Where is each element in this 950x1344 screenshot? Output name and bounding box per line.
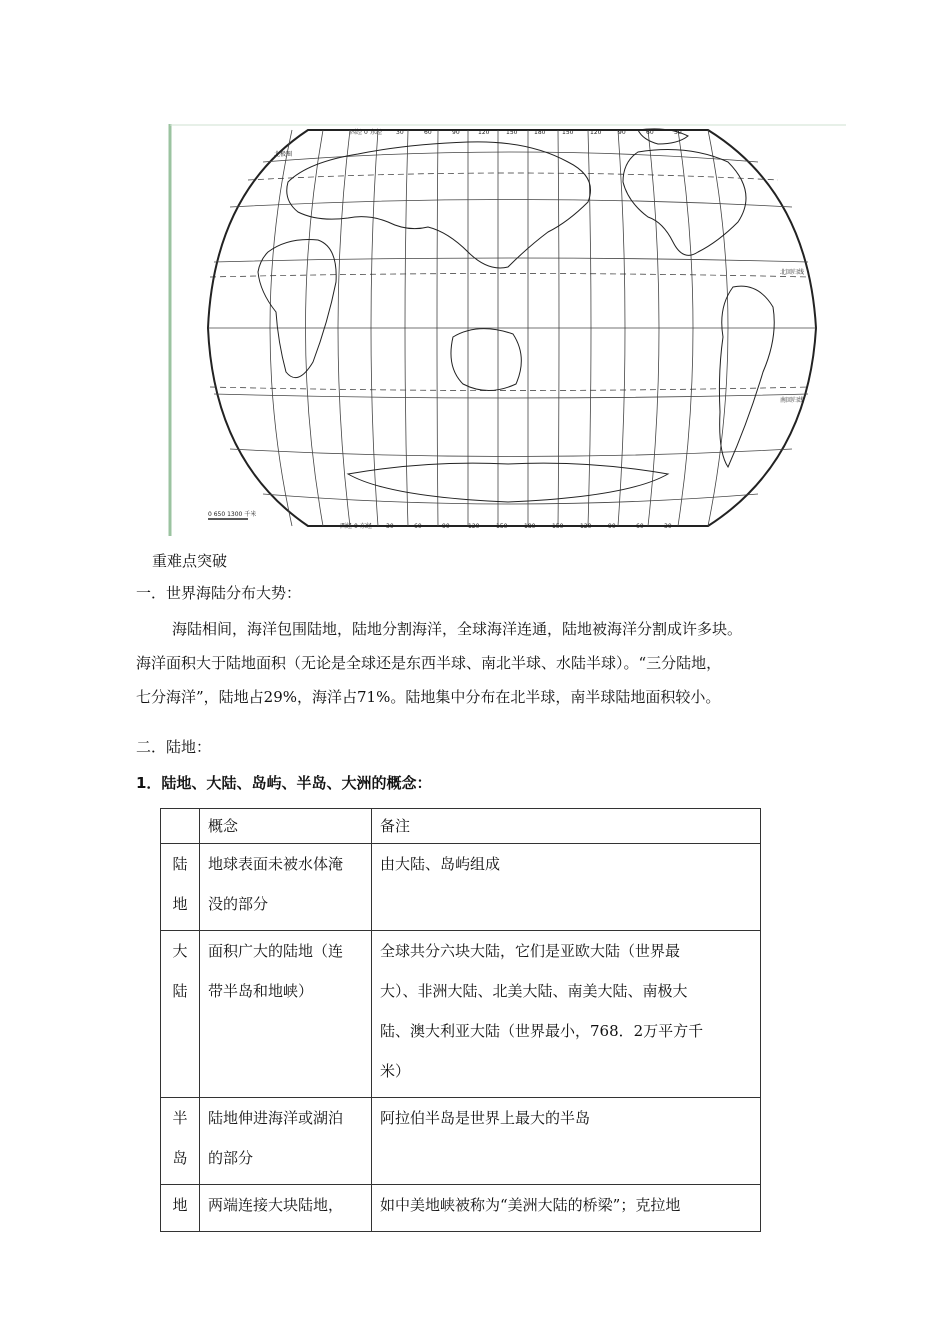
paragraph-line: 七分海洋”，陆地占29%，海洋占71%。陆地集中分布在北半球，南半球陆地面积较小。 bbox=[136, 688, 721, 706]
definition-line: 面积广大的陆地（连 bbox=[208, 942, 344, 960]
table-header-cell: 备注 bbox=[372, 809, 761, 844]
map-bottom-label: 60 bbox=[636, 523, 644, 530]
map-bottom-label: 150 bbox=[496, 523, 508, 530]
definition-line: 地球表面未被水体淹 bbox=[208, 855, 344, 873]
term-char: 陆 bbox=[172, 982, 188, 1000]
term-cell bbox=[161, 931, 200, 1098]
map-top-label: 90 bbox=[452, 129, 460, 136]
map-top-label: 60 bbox=[424, 129, 432, 136]
world-map-svg bbox=[168, 122, 848, 538]
note-line: 阿拉伯半岛是世界上最大的半岛 bbox=[380, 1109, 591, 1127]
term-cell bbox=[161, 1098, 200, 1185]
definition-cell bbox=[200, 844, 372, 931]
note-line: 全球共分六块大陆，它们是亚欧大陆（世界最 bbox=[380, 942, 681, 960]
note-line: 由大陆、岛屿组成 bbox=[380, 855, 501, 873]
term-char: 地 bbox=[172, 895, 188, 913]
map-top-label: 60 bbox=[646, 129, 654, 136]
term-char: 大 bbox=[172, 942, 188, 960]
map-bottom-label: 150 bbox=[552, 523, 564, 530]
map-bottom-label: 0 bbox=[354, 523, 358, 530]
map-bottom-label: 30 bbox=[386, 523, 394, 530]
definition-cell bbox=[200, 1098, 372, 1185]
map-bottom-label: 90 bbox=[608, 523, 616, 530]
table-header-cell bbox=[161, 809, 200, 844]
map-top-label: 90 bbox=[618, 129, 626, 136]
map-top-label: 150 bbox=[506, 129, 518, 136]
table-row bbox=[161, 1098, 761, 1185]
map-bottom-label: 60 bbox=[414, 523, 422, 530]
world-map bbox=[168, 122, 848, 538]
map-top-label: 30 bbox=[396, 129, 404, 136]
map-top-label: 0 bbox=[364, 129, 368, 136]
note-cell bbox=[372, 844, 761, 931]
term-char: 陆 bbox=[172, 855, 188, 873]
note-line: 陆、澳大利亚大陆（世界最小，768．2万平方千 bbox=[380, 1022, 704, 1040]
table-header-row bbox=[161, 809, 761, 844]
definition-line: 陆地伸进海洋或湖泊 bbox=[208, 1109, 344, 1127]
map-bottom-label: 180 bbox=[524, 523, 536, 530]
term-cell bbox=[161, 1185, 200, 1232]
note-line: 大）、非洲大陆、北美大陆、南美大陆、南极大 bbox=[380, 982, 688, 1000]
note-cell bbox=[372, 1185, 761, 1232]
note-cell bbox=[372, 931, 761, 1098]
section-heading-1: 一．世界海陆分布大势： bbox=[136, 584, 302, 602]
map-top-label: 30 bbox=[674, 129, 682, 136]
map-top-label: 180 bbox=[534, 129, 546, 136]
note-line: 米） bbox=[380, 1062, 411, 1080]
map-top-label: 150 bbox=[562, 129, 574, 136]
definition-line: 的部分 bbox=[208, 1149, 254, 1167]
tropic-cancer-label: 北回归线 bbox=[780, 269, 805, 276]
definition-cell bbox=[200, 931, 372, 1098]
definition-line: 没的部分 bbox=[208, 895, 269, 913]
term-char: 半 bbox=[172, 1109, 188, 1127]
map-bottom-label: 90 bbox=[442, 523, 450, 530]
definition-line: 带半岛和地峡） bbox=[208, 982, 314, 1000]
subsection-heading: 1．陆地、大陆、岛屿、半岛、大洲的概念： bbox=[136, 774, 432, 792]
paragraph-line: 海陆相间，海洋包围陆地，陆地分割海洋，全球海洋连通，陆地被海洋分割成许多块。 bbox=[172, 620, 743, 638]
section-heading-2: 二．陆地： bbox=[136, 738, 212, 756]
scale-label: 0 650 1300 千米 bbox=[208, 511, 257, 518]
tropic-capricorn-label: 南回归线 bbox=[780, 397, 805, 404]
map-caption: 重难点突破 bbox=[152, 552, 228, 570]
paragraph-line: 海洋面积大于陆地面积（无论是全球还是东西半球、南北半球、水陆半球）。“三分陆地， bbox=[136, 654, 722, 672]
map-top-label: 120 bbox=[478, 129, 490, 136]
map-bottom-label: 西经 bbox=[340, 523, 353, 530]
map-bottom-label: 120 bbox=[580, 523, 592, 530]
map-top-label: 西经 bbox=[350, 129, 363, 136]
term-char: 地 bbox=[172, 1196, 188, 1214]
table-row bbox=[161, 844, 761, 931]
table-row bbox=[161, 1185, 761, 1232]
table-header-cell: 概念 bbox=[200, 809, 372, 844]
map-top-label: 东经 bbox=[370, 129, 383, 136]
table-row bbox=[161, 931, 761, 1098]
term-char: 岛 bbox=[172, 1149, 188, 1167]
map-bottom-label: 东经 bbox=[360, 523, 373, 530]
definition-line: 两端连接大块陆地， bbox=[208, 1196, 344, 1214]
polar-circle-label: 北极圈 bbox=[274, 151, 293, 158]
map-bottom-label: 30 bbox=[664, 523, 672, 530]
term-cell bbox=[161, 844, 200, 931]
map-bottom-label: 120 bbox=[468, 523, 480, 530]
definition-cell bbox=[200, 1185, 372, 1232]
map-top-label: 120 bbox=[590, 129, 602, 136]
note-cell bbox=[372, 1098, 761, 1185]
note-line: 如中美地峡被称为“美洲大陆的桥梁”；克拉地 bbox=[380, 1196, 681, 1214]
section-paragraph bbox=[136, 612, 816, 714]
concept-table bbox=[160, 808, 761, 1232]
